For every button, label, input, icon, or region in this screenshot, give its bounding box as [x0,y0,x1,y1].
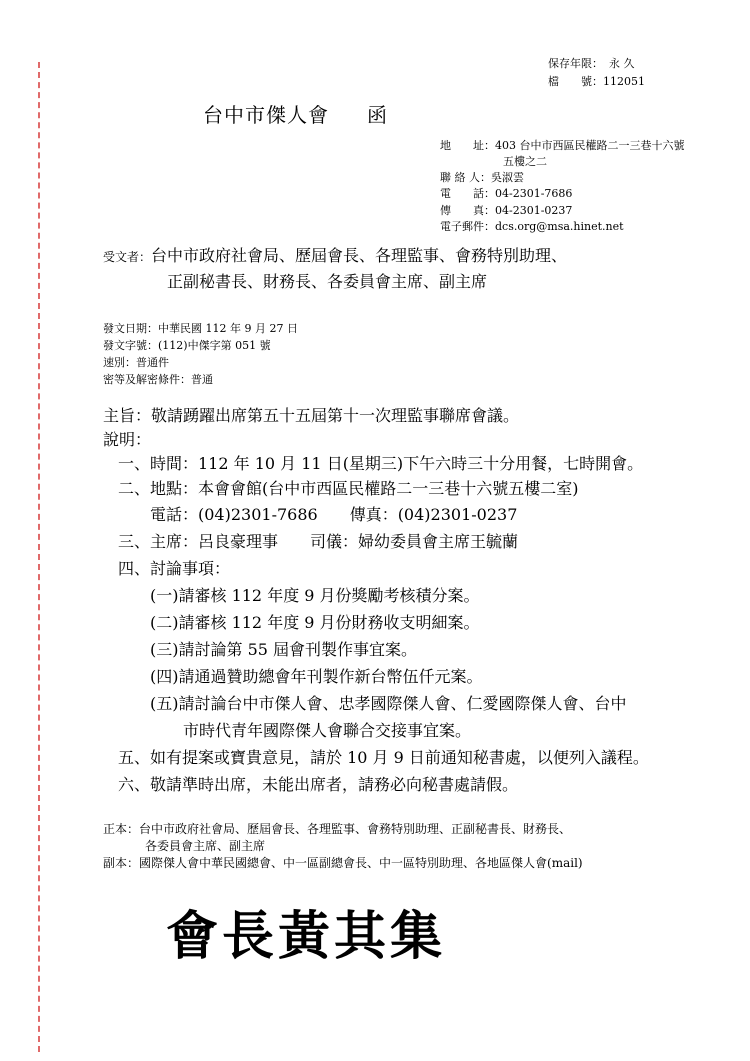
phone-value: 04-2301-7686 [495,187,573,200]
org-name: 台中市傑人會 [203,103,329,127]
item-attendance: 六、敬請準時出席，未能出席者，請務必向秘書處請假。 [118,775,519,794]
binding-margin-line [38,62,40,1052]
file-number-value: 112051 [603,75,645,88]
retention-period-value: 永 久 [609,57,635,70]
item-time: 一、時間：112 年 10 月 11 日(星期三)下午六時三十分用餐，七時開會。 [118,454,644,473]
agenda-topic-5-cont: 市時代青年國際傑人會聯合交接事宜案。 [183,721,472,740]
item-location: 二、地點：本會會館(台中市西區民權路二一三巷十六號五樓二室) [118,479,579,498]
item-location-contact: 電話：(04)2301-7686 傳真：(04)2301-0237 [150,505,518,524]
recipients-label: 受文者： [103,250,152,264]
recipients-line1: 台中市政府社會局、歷屆會長、各理監事、會務特別助理、 [151,246,568,265]
agenda-topic-3: (三)請討論第 55 屆會刊製作事宜案。 [150,640,418,659]
agenda-topic-1: (一)請審核 112 年度 9 月份獎勵考核積分案。 [150,586,480,605]
address-line [440,137,685,153]
email-line [440,218,624,234]
recipients [103,243,567,266]
explanation-label: 說明： [103,430,152,449]
delivery-speed: 速別：普通件 [103,356,169,369]
phone-line [440,185,572,201]
retention-period [548,55,635,71]
contact-person-value: 吳淑雲 [491,171,524,184]
main-recipients-line2: 各委員會主席、副主席 [145,839,266,853]
item-chair: 三、主席：呂良豪理事 司儀：婦幼委員會主席王毓蘭 [118,532,519,551]
subject-line: 主旨：敬請踴躍出席第五十五屆第十一次理監事聯席會議。 [103,406,520,425]
doc-type: 函 [367,103,388,127]
address-label: 地 址： [440,139,495,152]
main-recipients [103,820,571,837]
document-title [203,99,388,128]
main-recipients-label: 正本： [103,822,140,836]
contact-person-label: 聯 絡 人： [440,171,491,184]
chairman-signature: 會長黃其集 [166,906,447,967]
email-link[interactable]: dcs.org@msa.hinet.net [495,220,624,233]
phone-label: 電 話： [440,187,495,200]
file-number [548,73,645,89]
contact-person [440,169,524,185]
item-proposals: 五、如有提案或寶貴意見，請於 10 月 9 日前通知秘書處，以便列入議程。 [118,748,649,767]
fax-label: 傳 真： [440,204,495,217]
copy-recipients [103,854,583,871]
main-recipients-line1: 台中市政府社會局、歷屆會長、各理監事、會務特別助理、正副秘書長、財務長、 [139,822,572,836]
issue-date: 發文日期：中華民國 112 年 9 月 27 日 [103,322,298,335]
agenda-topic-2: (二)請審核 112 年度 9 月份財務收支明細案。 [150,613,480,632]
issue-number: 發文字號：(112)中傑字第 051 號 [103,339,271,352]
email-label: 電子郵件： [440,220,495,233]
recipients-line2: 正副秘書長、財務長、各委員會主席、副主席 [167,272,488,291]
agenda-topic-4: (四)請通過贊助總會年刊製作新台幣伍仟元案。 [150,667,483,686]
item-agenda: 四、討論事項： [118,559,231,578]
copy-recipients-label: 副本： [103,856,140,870]
agenda-topic-5: (五)請討論台中市傑人會、忠孝國際傑人會、仁愛國際傑人會、台中 [150,694,627,713]
copy-recipients-value: 國際傑人會中華民國總會、中一區副總會長、中一區特別助理、各地區傑人會(mail) [139,856,583,870]
secrecy-level: 密等及解密條件：普通 [103,373,213,386]
file-number-label: 檔 號： [548,75,603,88]
address-line2: 五樓之二 [503,155,547,168]
address-value: 403 台中市西區民權路二一三巷十六號 [495,139,685,152]
fax-line [440,202,572,218]
fax-value: 04-2301-0237 [495,204,573,217]
retention-period-label: 保存年限： [548,57,603,70]
